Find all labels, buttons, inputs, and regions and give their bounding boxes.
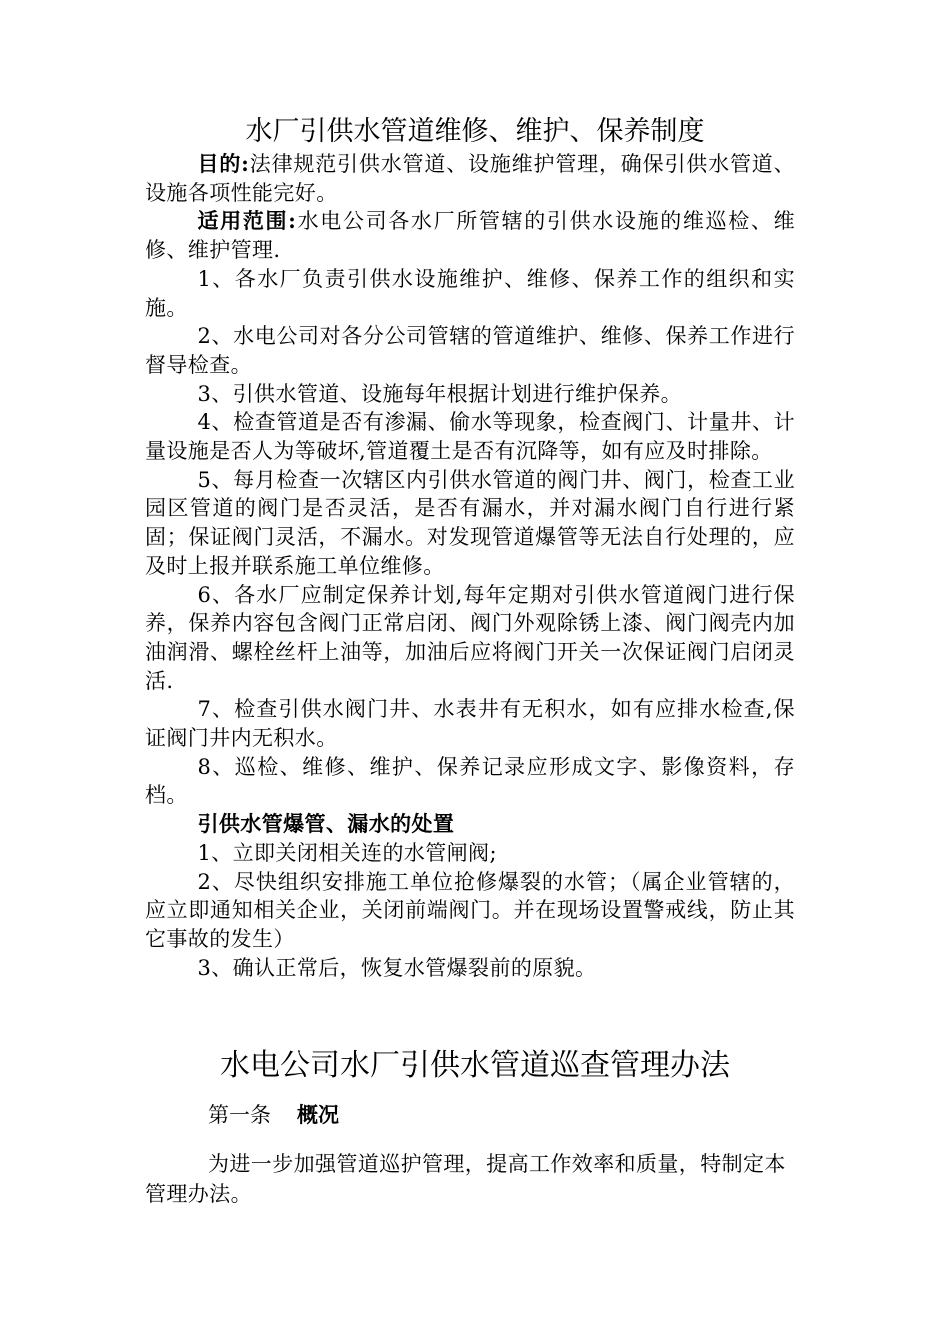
article-1-body [145,1149,795,1209]
article-number: 第一条 [208,1103,271,1127]
article-1-text: 为进一步加强管道巡护管理，提高工作效率和质量，特制定本管理办法。 [145,1152,786,1206]
scope-text: 水电公司各水厂所管辖的引供水设施的维巡检、维修、维护管理. [145,209,795,263]
title-inspection-measures: 水电公司水厂引供水管道巡查管理办法 [220,1048,730,1083]
item-2: 2、水电公司对各分公司管辖的管道维护、维修、保养工作进行督导检查。 [145,324,795,377]
burst-heading: 引供水管爆管、漏水的处置 [197,811,455,837]
scope-label: 适用范围: [197,208,297,234]
item-6: 6、各水厂应制定保养计划,每年定期对引供水管道阀门进行保养，保养内容包含阀门正常启闭、阀门外观除锈上漆、阀门阀壳内加油润滑、螺栓丝杆上油等，加油后应将阀门开关一次保证阀门启闭灵活. [145,582,795,693]
article-1-heading [208,1100,339,1130]
item-1: 1、各水厂负责引供水设施维护、维修、保养工作的组织和实施。 [145,266,795,320]
item-5: 5、每月检查一次辖区内引供水管道的阀门井、阀门，检查工业园区管道的阀门是否灵活，是否有漏水，并对漏水阀门自行进行紧固；保证阀门灵活，不漏水。对发现管道爆管等无法自行处理的，应及时上报并联系施工单位维修。 [145,467,795,578]
burst-item-1: 1、立即关闭相关连的水管闸阀; [197,840,497,865]
item-8: 8、巡检、维修、维护、保养记录应形成文字、影像资料，存档。 [145,754,795,808]
purpose-label: 目的: [197,151,250,176]
article-heading: 概况 [297,1102,339,1127]
scope-paragraph [145,207,795,264]
body-text [145,150,795,982]
item-4: 4、检查管道是否有渗漏、偷水等现象，检查阀门、计量井、计量设施是否人为等破坏,管道覆土是否有沉降等，如有应及时排除。 [145,410,795,464]
burst-item-3: 3、确认正常后，恢复水管爆裂前的原貌。 [197,955,597,980]
title-maintenance-system: 水厂引供水管道维修、维护、保养制度 [245,116,705,147]
item-7: 7、检查引供水阀门井、水表井有无积水，如有应排水检查,保证阀门井内无积水。 [145,697,795,751]
purpose-paragraph [145,150,795,207]
burst-item-2: 2、尽快组织安排施工单位抢修爆裂的水管；（属企业管辖的，应立即通知相关企业，关闭前端阀门。并在现场设置警戒线，防止其它事故的发生） [145,869,795,951]
item-3: 3、引供水管道、设施每年根据计划进行维护保养。 [197,381,683,406]
purpose-text: 法律规范引供水管道、设施维护管理，确保引供水管道、设施各项性能完好。 [145,152,796,205]
